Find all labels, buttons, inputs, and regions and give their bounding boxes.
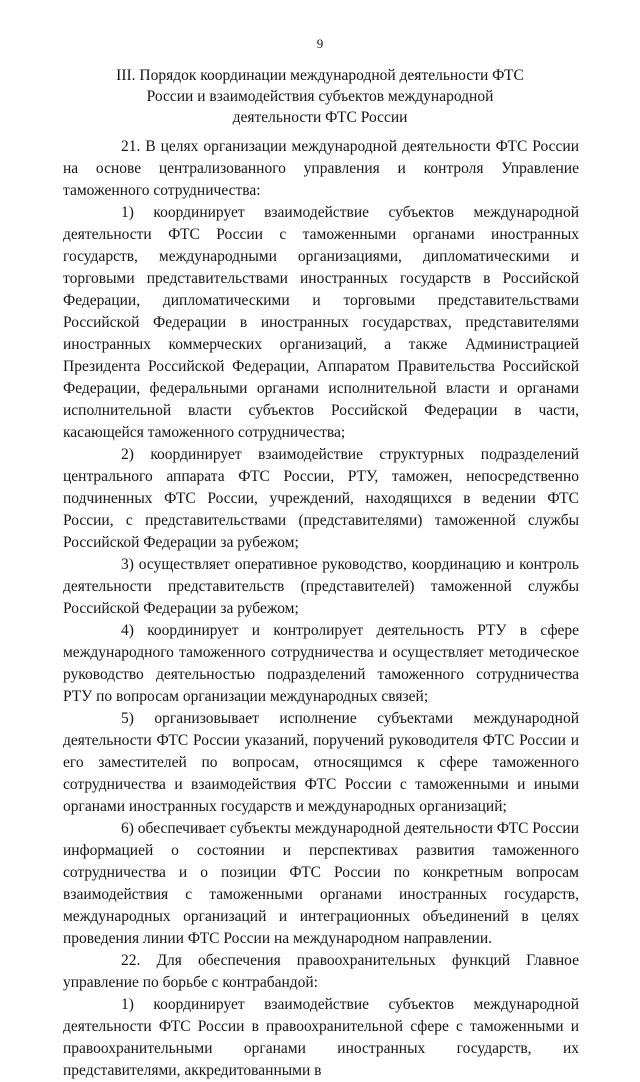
section-heading: III. Порядок координации международной деятельности ФТС России и взаимодействия субъектов международной деятельности ФТС России: [116, 67, 524, 126]
paragraph-22-item-1: 1) координирует взаимодействие субъектов международной деятельности ФТС России в правоохранительной сфере с таможенными и правоохранительными органами иностранных государств, их представителями, аккредитованными в: [63, 996, 579, 1079]
paragraph-21-intro: 21. В целях организации международной деятельности ФТС России на основе централизованного управления и контроля Управление таможенного сотрудничества:: [63, 138, 579, 199]
paragraph-21-item-4: 4) координирует и контролирует деятельность РТУ в сфере международного таможенного сотрудничества и осуществляет методическое руководство деятельностью подразделений таможенного сотрудничества РТУ по вопросам организации международных связей;: [63, 622, 579, 705]
paragraph-21-item-6: 6) обеспечивает субъекты международной деятельности ФТС России информацией о состоянии и перспективах развития таможенного сотрудничества и о позиции ФТС России по конкретным вопросам взаимодействия с таможенными органами иностранных государств, международных организаций и интеграционных объединений в целях проведения линии ФТС России на международном направлении.: [63, 820, 579, 947]
paragraph-21-item-5: 5) организовывает исполнение субъектами международной деятельности ФТС России указаний, поручений руководителя ФТС России и его заместителей по вопросам, относящимся к сфере таможенного сотрудничества и взаимодействия ФТС России с таможенными и иными органами иностранных государств и международных организаций;: [63, 710, 579, 815]
paragraph-21-item-2: 2) координирует взаимодействие структурных подразделений центрального аппарата ФТС России, РТУ, таможен, непосредственно подчиненных ФТС России, учреждений, находящихся в ведении ФТС России, с представительствами (представителями) таможенной службы Российской Федерации за рубежом;: [63, 446, 579, 551]
paragraph-21-item-3: 3) осуществляет оперативное руководство, координацию и контроль деятельности представительств (представителей) таможенной службы Российской Федерации за рубежом;: [63, 556, 579, 617]
paragraph-22-intro: 22. Для обеспечения правоохранительных функций Главное управление по борьбе с контрабандой:: [63, 952, 579, 991]
paragraph-21-item-1: 1) координирует взаимодействие субъектов международной деятельности ФТС России с таможенными органами иностранных государств, международными организациями, дипломатическими и торговыми представительствами иностранных государств в Российской Федерации, дипломатическими и торговыми представительствами Российской Федерации в иностранных государствах, представителями иностранных коммерческих организаций, а также Администрацией Президента Российской Федерации, Аппаратом Правительства Российской Федерации, федеральными органами исполнительной власти и органами исполнительной власти субъектов Российской Федерации в части, касающейся таможенного сотрудничества;: [63, 204, 579, 441]
page-number: 9: [316, 36, 324, 51]
document-body: [63, 136, 579, 1082]
